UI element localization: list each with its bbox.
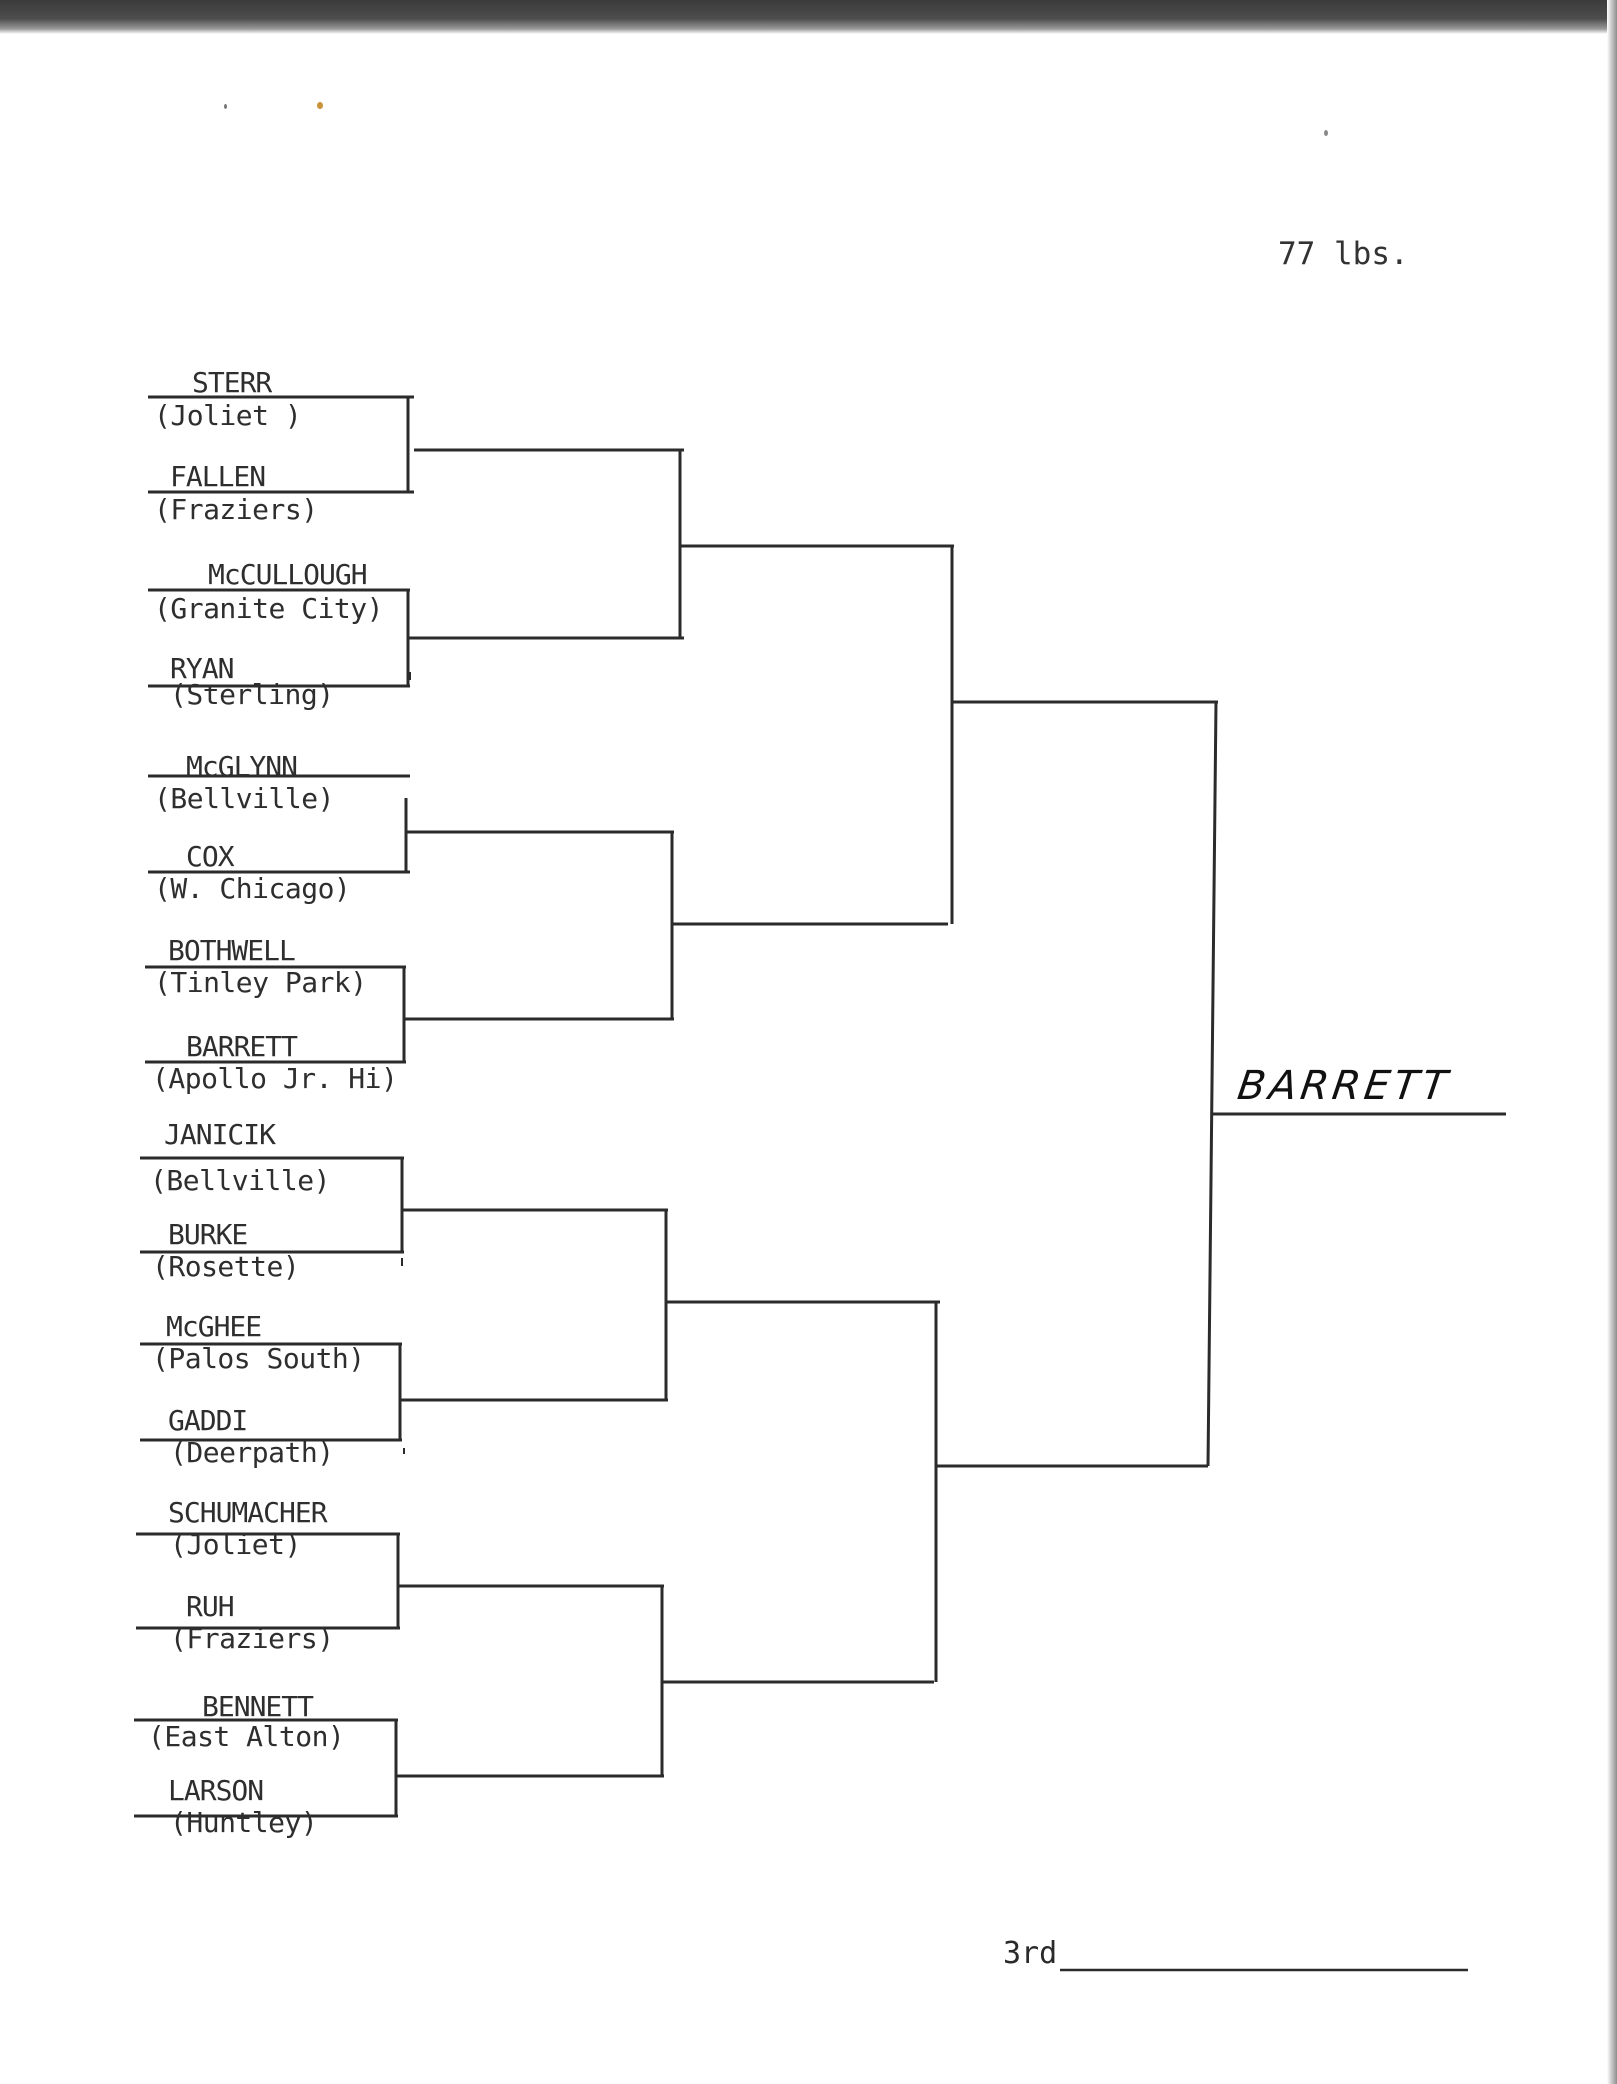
round-1-connectors bbox=[396, 397, 408, 1816]
wrestler-school: (Granite City) bbox=[154, 592, 384, 625]
wrestler-name: BARRETT bbox=[186, 1030, 298, 1063]
wrestler-name: COX bbox=[186, 840, 234, 873]
wrestler-school: (Huntley) bbox=[170, 1806, 318, 1839]
wrestler-school: (Apollo Jr. Hi) bbox=[152, 1062, 398, 1095]
wrestler-name: GADDI bbox=[168, 1404, 248, 1437]
third-place-label: 3rd bbox=[1003, 1936, 1058, 1971]
wrestler-name: STERR bbox=[192, 366, 272, 399]
wrestler-school: (Rosette) bbox=[152, 1250, 300, 1283]
wrestler-school: (Palos South) bbox=[152, 1342, 365, 1375]
weight-class-label: 77 lbs. bbox=[1278, 236, 1409, 272]
wrestler-school: (Fraziers) bbox=[154, 493, 318, 526]
wrestler-name: JANICIK bbox=[164, 1118, 276, 1151]
wrestler-name: McCULLOUGH bbox=[208, 558, 367, 591]
wrestler-school: (Joliet) bbox=[170, 1528, 301, 1561]
wrestler-school: (Tinley Park) bbox=[154, 966, 367, 999]
wrestler-school: (Sterling) bbox=[170, 678, 334, 711]
wrestler-school: (Bellville) bbox=[150, 1164, 330, 1197]
wrestler-name: LARSON bbox=[168, 1774, 264, 1807]
wrestler-school: (W. Chicago) bbox=[154, 872, 351, 905]
wrestler-name: BOTHWELL bbox=[168, 934, 295, 967]
round-3-lines bbox=[662, 546, 954, 1682]
wrestler-name: SCHUMACHER bbox=[168, 1496, 327, 1529]
wrestler-name: BENNETT bbox=[202, 1690, 314, 1723]
round-2-lines bbox=[396, 450, 684, 1776]
wrestler-school: (Fraziers) bbox=[170, 1622, 334, 1655]
wrestler-school: (Bellville) bbox=[154, 782, 334, 815]
wrestler-name: RUH bbox=[186, 1590, 234, 1623]
wrestler-school: (Deerpath) bbox=[170, 1436, 334, 1469]
wrestler-name: RYAN bbox=[170, 652, 234, 685]
champion-name: BARRETT bbox=[1234, 1063, 1454, 1109]
round-4-lines bbox=[936, 702, 1218, 1466]
wrestler-school: (East Alton) bbox=[148, 1720, 345, 1753]
wrestler-name: BURKE bbox=[168, 1218, 248, 1251]
wrestler-school: (Joliet ) bbox=[154, 399, 302, 432]
wrestler-name: McGHEE bbox=[166, 1310, 262, 1343]
wrestler-name: McGLYNN bbox=[186, 750, 298, 783]
wrestler-name: FALLEN bbox=[170, 460, 266, 493]
